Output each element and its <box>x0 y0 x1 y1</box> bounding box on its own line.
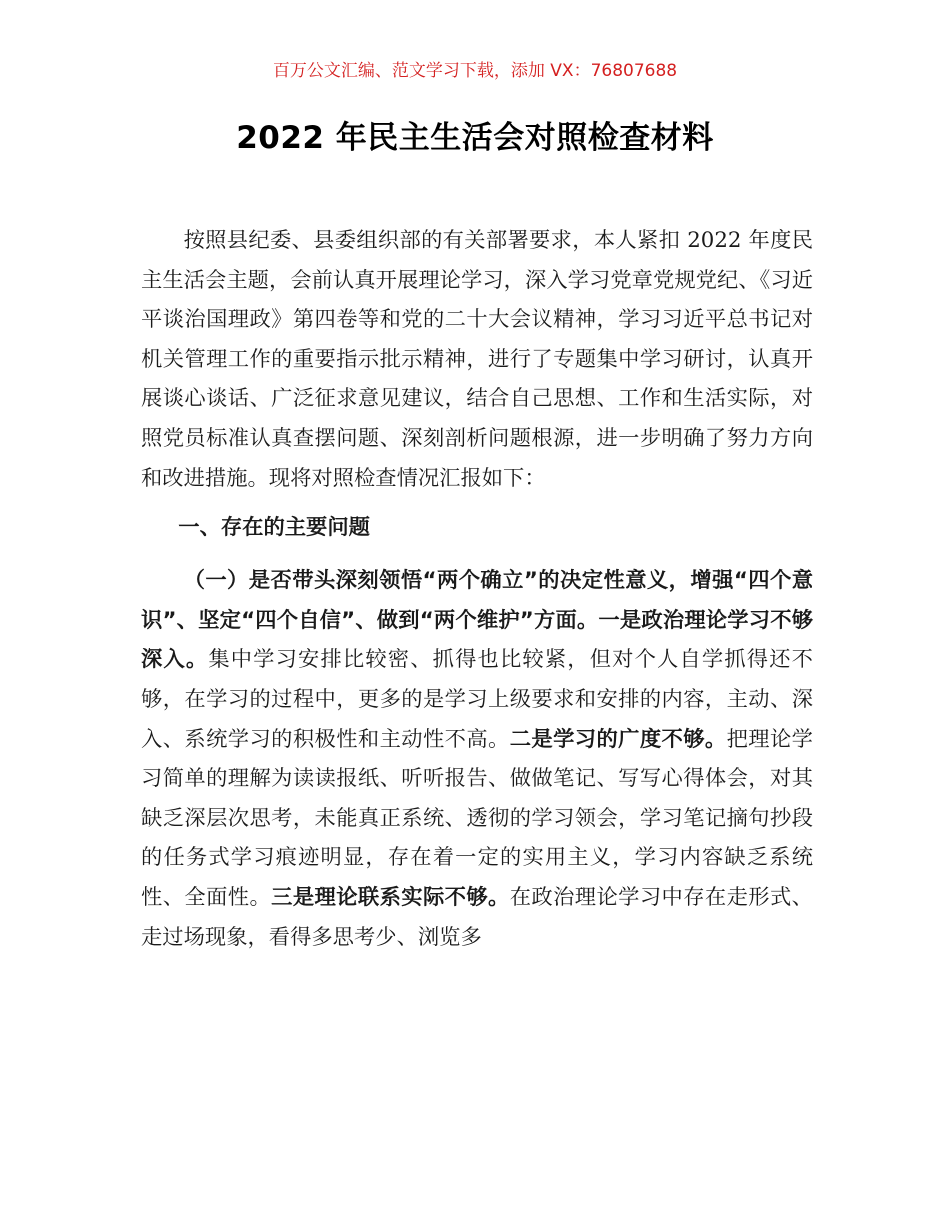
point-2-label: 二是学习的广度不够。 <box>509 726 727 752</box>
point-1-label: 一是政治理论学习不够深入。 <box>141 607 813 673</box>
point-3-text: 在政治理论学习中存在走形式、走过场现象，看得多思考少、浏览多 <box>141 884 813 950</box>
subsection-heading: （一）是否带头深刻领悟“两个确立”的决定性意义，增强“四个意识”、坚定“四个自信”、做到“两个维护”方面。 <box>141 568 813 633</box>
point-2-text: 把理论学习简单的理解为读读报纸、听听报告、做做笔记、写写心得体会，对其缺乏深层次思考，未能真正系统、透彻的学习领会，学习笔记摘句抄段的任务式学习痕迹明显，存在着一定的实用主义，学习内容缺乏系统性、全面性。 <box>141 726 813 910</box>
intro-paragraph: 按照县纪委、县委组织部的有关部署要求，本人紧扣 2022 年度民主生活会主题，会前认真开展理论学习，深入学习党章党规党纪、《习近平谈治国理政》第四卷等和党的二十大会议精神，学习习近平总书记对机关管理工作的重要指示批示精神，进行了专题集中学习研讨，认真开展谈心谈话、广泛征求意见建议，结合自己思想、工作和生活实际，对照党员标准认真查摆问题、深刻剖析问题根源，进一步明确了努力方向和改进措施。现将对照检查情况汇报如下： <box>141 228 813 491</box>
promo-banner: 百万公文汇编、范文学习下载，添加 VX：76807688 <box>272 61 678 81</box>
point-3-label: 三是理论联系实际不够。 <box>271 884 510 910</box>
document-body <box>141 221 813 957</box>
page-title: 2022 年民主生活会对照检查材料 <box>236 120 714 156</box>
section-heading: 一、存在的主要问题 <box>178 515 370 541</box>
point-1-text: 集中学习安排比较密、抓得也比较紧，但对个人自学抓得还不够，在学习的过程中，更多的是学习上级要求和安排的内容，主动、深入、系统学习的积极性和主动性不高。 <box>141 647 813 752</box>
section-paragraph <box>141 561 813 957</box>
